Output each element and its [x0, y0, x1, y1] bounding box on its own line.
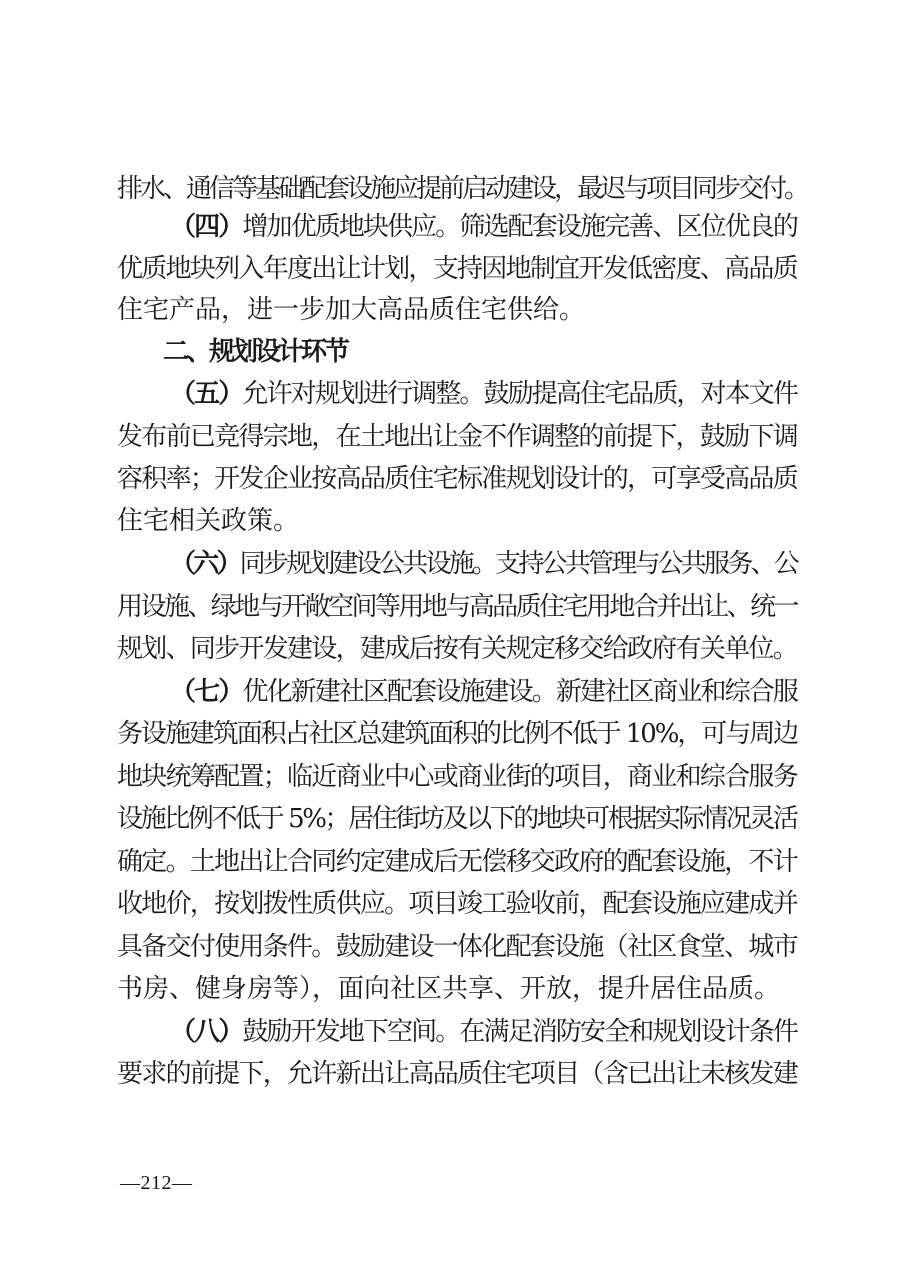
- section-number: （四）: [170, 212, 243, 242]
- line-text: 允许对规划进行调整。鼓励提高住宅品质，对本文件: [242, 379, 798, 409]
- section-heading: [163, 333, 843, 371]
- line-text: 收地价，按划拨性质供应。项目竣工验收前，配套设施应建成并: [117, 889, 798, 919]
- text-line: [117, 588, 797, 626]
- text-line: [117, 928, 797, 966]
- line-text: 住宅产品，进一步加大高品质住宅供给。: [117, 295, 586, 325]
- line-text: 设施比例不低于 5%；居住街坊及以下的地块可根据实际情况灵活: [117, 804, 797, 834]
- text-line: [117, 291, 797, 329]
- text-line: [117, 715, 797, 753]
- line-text: 书房、健身房等），面向社区共享、开放，提升居住品质。: [117, 974, 781, 1004]
- line-text: 排水、通信等基础配套设施应提前启动建设，最迟与项目同步交付。: [117, 174, 808, 204]
- text-line: [117, 843, 797, 881]
- paragraph-start-line: [170, 545, 797, 583]
- paragraph-start-line: [170, 673, 797, 711]
- paragraph-start-line: [170, 375, 797, 413]
- line-text: 用设施、绿地与开敞空间等用地与高品质住宅用地合并出让、统一: [117, 592, 798, 622]
- page-number: —212—: [120, 1172, 193, 1194]
- text-line: [117, 250, 797, 288]
- heading-text: 二、规划设计环节: [163, 337, 348, 367]
- paragraph-start-line: [170, 208, 797, 246]
- section-number: （六）: [170, 549, 240, 579]
- line-text: 增加优质地块供应。筛选配套设施完善、区位优良的: [242, 212, 798, 242]
- line-text: 务设施建筑面积占社区总建筑面积的比例不低于 10%，可与周边: [117, 719, 798, 749]
- line-text: 具备交付使用条件。鼓励建设一体化配套设施（社区食堂、城市: [117, 932, 798, 962]
- section-number: （八）: [170, 1017, 243, 1047]
- line-text: 要求的前提下，允许新出让高品质住宅项目（含已出让未核发建: [117, 1059, 798, 1089]
- paragraph-start-line: [170, 1013, 797, 1051]
- text-line: [117, 502, 797, 540]
- text-line: [117, 418, 797, 456]
- text-line: [117, 1055, 797, 1093]
- line-text: 优质地块列入年度出让计划，支持因地制宜开发低密度、高品质: [117, 254, 798, 284]
- text-line: [117, 758, 797, 796]
- line-text: 住宅相关政策。: [117, 506, 300, 536]
- line-text: 发布前已竞得宗地，在土地出让金不作调整的前提下，鼓励下调: [117, 422, 798, 452]
- text-line: [117, 630, 797, 668]
- text-line: [117, 460, 797, 498]
- line-text: 容积率；开发企业按高品质住宅标准规划设计的，可享受高品质: [117, 464, 798, 494]
- text-line: [117, 170, 808, 208]
- text-line: [117, 970, 797, 1008]
- section-number: （七）: [170, 677, 243, 707]
- line-text: 确定。土地出让合同约定建成后无偿移交政府的配套设施，不计: [117, 847, 798, 877]
- line-text: 同步规划建设公共设施。支持公共管理与公共服务、公: [239, 549, 798, 579]
- line-text: 优化新建社区配套设施建设。新建社区商业和综合服: [242, 677, 798, 707]
- line-text: 鼓励开发地下空间。在满足消防安全和规划设计条件: [242, 1017, 798, 1047]
- text-line: [117, 800, 797, 838]
- line-text: 地块统筹配置；临近商业中心或商业街的项目，商业和综合服务: [117, 762, 798, 792]
- text-line: [117, 885, 797, 923]
- section-number: （五）: [170, 379, 243, 409]
- line-text: 规划、同步开发建设，建成后按有关规定移交给政府有关单位。: [117, 634, 798, 664]
